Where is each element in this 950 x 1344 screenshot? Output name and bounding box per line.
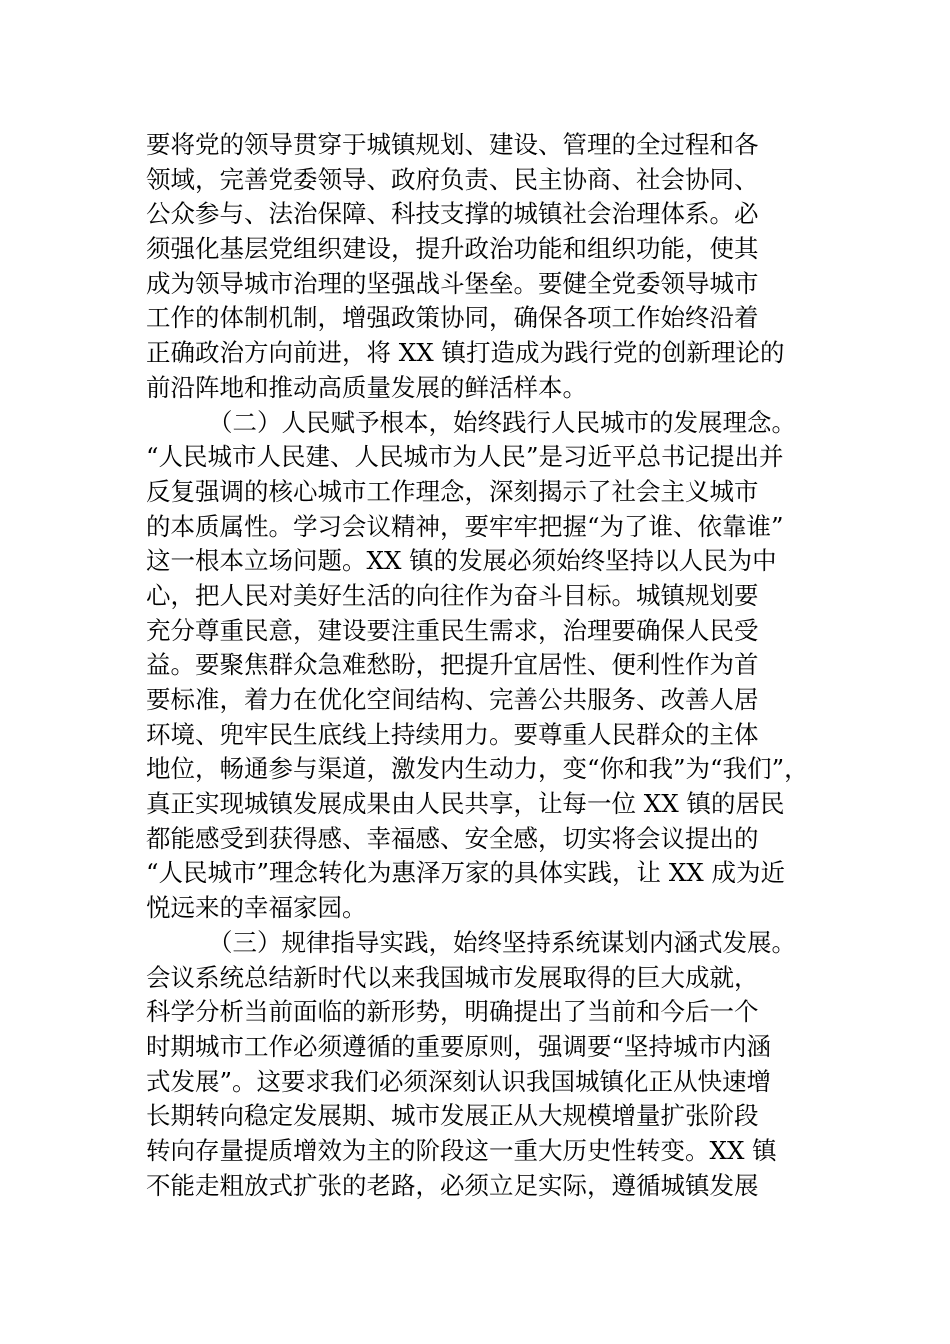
text-line: 前沿阵地和推动高质量发展的鲜活样本。: [146, 372, 587, 402]
text-line: 充分尊重民意，建设要注重民生需求，治理要确保人民受: [146, 615, 759, 645]
body-text: [146, 128, 808, 1203]
text-line: 要将党的领导贯穿于城镇规划、建设、管理的全过程和各: [146, 130, 759, 159]
text-line: 工作的体制机制，增强政策协同，确保各项工作始终沿着: [146, 303, 759, 333]
text-line: 会议系统总结新时代以来我国城市发展取得的巨大成就，: [146, 962, 759, 992]
text-line: 益。要聚焦群众急难愁盼，把提升宜居性、便利性作为首: [146, 650, 759, 680]
text-line: 这一根本立场问题。XX 镇的发展必须始终坚持以人民为中: [146, 546, 777, 576]
text-line: 公众参与、法治保障、科技支撑的城镇社会治理体系。必: [146, 199, 759, 229]
text-line: 须强化基层党组织建设，提升政治功能和组织功能，使其: [146, 234, 759, 264]
text-line: 都能感受到获得感、幸福感、安全感，切实将会议提出的: [146, 823, 759, 853]
text-line: 正确政治方向前进，将 XX 镇打造成为践行党的创新理论的: [146, 338, 785, 368]
text-line: 真正实现城镇发展成果由人民共享，让每一位 XX 镇的居民: [146, 789, 785, 819]
section-heading-2: （二）人民赋予根本，始终践行人民城市的发展理念。: [208, 407, 796, 437]
text-line: 环境、兜牢民生底线上持续用力。要尊重人民群众的主体: [146, 719, 759, 749]
text-line: 转向存量提质增效为主的阶段这一重大历史性转变。XX 镇: [146, 1135, 777, 1165]
section-heading-3: （三）规律指导实践，始终坚持系统谋划内涵式发展。: [208, 927, 796, 957]
text-line: 科学分析当前面临的新形势，明确提出了当前和今后一个: [146, 997, 759, 1027]
text-line: 地位，畅通参与渠道，激发内生动力，变“你和我”为“我们”，: [146, 754, 809, 784]
text-line: 悦远来的幸福家园。: [146, 893, 367, 923]
text-line: 的本质属性。学习会议精神，要牢牢把握“为了谁、依靠谁”: [146, 511, 784, 541]
text-line: “人民城市人民建、人民城市为人民”是习近平总书记提出并: [146, 442, 784, 472]
text-line: 不能走粗放式扩张的老路，必须立足实际，遵循城镇发展: [146, 1170, 759, 1200]
text-line: 要标准，着力在优化空间结构、完善公共服务、改善人居: [146, 685, 759, 714]
text-line: 心，把人民对美好生活的向往作为奋斗目标。城镇规划要: [146, 580, 759, 610]
text-line: “人民城市”理念转化为惠泽万家的具体实践，让 XX 成为近: [146, 858, 786, 888]
text-line: 反复强调的核心城市工作理念，深刻揭示了社会主义城市: [146, 476, 759, 506]
text-line: 成为领导城市治理的坚强战斗堡垒。要健全党委领导城市: [146, 268, 759, 298]
text-line: 领域，完善党委领导、政府负责、民主协商、社会协同、: [146, 164, 759, 194]
text-line: 长期转向稳定发展期、城市发展正从大规模增量扩张阶段: [146, 1101, 759, 1131]
text-line: 式发展”。这要求我们必须深刻认识我国城镇化正从快速增: [146, 1066, 772, 1096]
text-line: 时期城市工作必须遵循的重要原则，强调要“坚持城市内涵: [146, 1031, 772, 1061]
